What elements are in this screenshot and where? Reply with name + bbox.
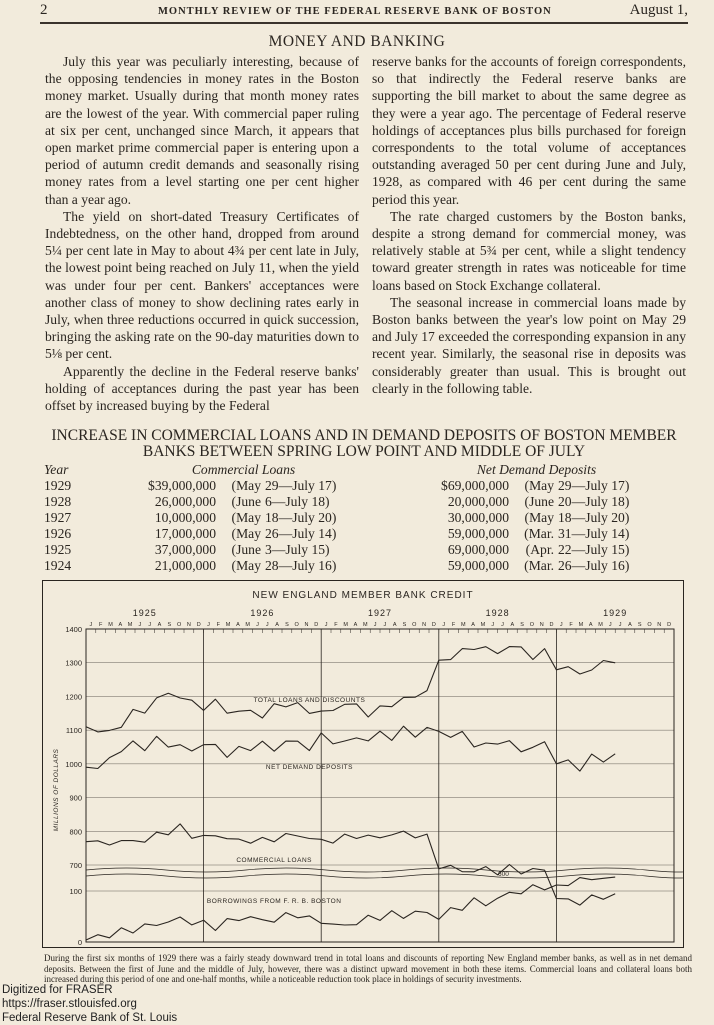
month-label: D bbox=[314, 622, 319, 628]
table-cell: $69,000,000 bbox=[441, 478, 509, 493]
page-number: 2 bbox=[40, 2, 48, 18]
paragraph: The yield on short-dated Treasury Certificates of Indebtedness, on the other hand, dropped from around 5¼ per cent late in May to about 4¾ per cent late in July, the lowest point being reached on July 11, when the yield was under four per cent. Bankers' acceptances were another class of money to show declining rates early in July, when three reductions occurred in quick succession, bringing the asking rate on the 90-day maturities down to 5⅛ per cent. bbox=[45, 208, 359, 362]
table-cell: (Mar. bbox=[524, 526, 554, 541]
month-label: S bbox=[402, 622, 407, 628]
month-label: F bbox=[334, 622, 338, 628]
y-axis-label: MILLIONS OF DOLLARS bbox=[53, 748, 60, 832]
axis-break-line bbox=[86, 868, 684, 872]
y-tick-label: 700 bbox=[69, 861, 82, 870]
table-cell: 1927 bbox=[44, 510, 72, 525]
journal-title: MONTHLY REVIEW OF THE FEDERAL RESERVE BANK OF BOSTON bbox=[158, 6, 552, 17]
month-label: J bbox=[89, 622, 93, 628]
paragraph: reserve banks for the accounts of foreign correspondents, so that indirectly the Federal reserve banks are supporting the bill market to about the same degree as they were a year ago. The percentage of Federal reserve holdings of acceptances plus bills purchased for foreign correspondents to the total volume of acceptances outstanding averaged 50 per cent during June and July, 1928, as compared with 46 per cent during the same period this year. bbox=[372, 54, 686, 207]
y-tick-label: 100 bbox=[69, 887, 82, 896]
paragraph: July this year was peculiarly interesting, because of the opposing tendencies in money rates in the Boston money market. Usually during that month money rates are the lowest of the year. With commercial paper ruling at six per cent, unchanged since March, it appears that open market prime commercial paper is entering upon a period of autumn credit demands and seasonally rising money rates from a level starting one per cent higher than a year ago. bbox=[45, 54, 359, 207]
month-label: J bbox=[324, 622, 328, 628]
table-row bbox=[44, 558, 690, 574]
y-tick-label: 1400 bbox=[65, 625, 82, 634]
table-cell: 28—July 16) bbox=[265, 558, 337, 573]
header-net-demand-deposits: Net Demand Deposits bbox=[476, 462, 597, 477]
year-label: 1928 bbox=[485, 608, 510, 618]
series-line bbox=[86, 824, 615, 905]
month-label: A bbox=[236, 622, 240, 628]
month-label: J bbox=[207, 622, 210, 628]
table-cell: 29—July 17) bbox=[558, 478, 630, 493]
year-label: 1925 bbox=[132, 608, 157, 618]
table-cell: 6—July 18) bbox=[265, 494, 330, 509]
month-label: S bbox=[637, 622, 642, 628]
table-cell: (Mar. bbox=[524, 558, 554, 573]
table-cell: $39,000,000 bbox=[148, 478, 216, 493]
table-cell: 37,000,000 bbox=[154, 542, 216, 557]
y-tick-label: 1300 bbox=[65, 658, 82, 668]
table-cell: 30,000,000 bbox=[447, 510, 509, 525]
header-year: Year bbox=[44, 462, 69, 477]
table-cell: (May bbox=[524, 478, 554, 493]
plot-area bbox=[86, 629, 674, 942]
series-label: TOTAL LOANS AND DISCOUNTS bbox=[253, 696, 366, 704]
paragraph: The rate charged customers by the Boston banks, despite a strong demand for commercial money, was relatively stable at 5¾ per cent, while a slight tendency toward greater strength in rates was noticeable for time loans based on Stock Exchange collateral. bbox=[372, 208, 686, 293]
month-label: A bbox=[353, 622, 358, 628]
month-label: N bbox=[657, 622, 662, 628]
month-label: M bbox=[578, 622, 584, 628]
month-label: D bbox=[431, 622, 436, 628]
month-label: S bbox=[520, 622, 524, 628]
series-label: COMMERCIAL LOANS bbox=[236, 857, 312, 865]
table-cell: (May bbox=[231, 526, 261, 541]
month-label: J bbox=[256, 622, 259, 628]
paragraph: Apparently the decline in the Federal reserve banks' holding of acceptances during the past year has been offset by increased buying by the Federal bbox=[45, 363, 359, 414]
header-rule bbox=[40, 22, 688, 24]
table-body bbox=[44, 478, 690, 574]
table-cell: 10,000,000 bbox=[154, 510, 216, 525]
month-label: J bbox=[618, 622, 622, 628]
table-row bbox=[44, 494, 690, 510]
month-label: F bbox=[99, 622, 103, 628]
month-label: N bbox=[422, 622, 427, 628]
month-label: A bbox=[628, 622, 632, 628]
table-cell: (May bbox=[231, 510, 261, 525]
table-row bbox=[44, 510, 690, 526]
table-cell: 29—July 17) bbox=[265, 478, 337, 493]
month-label: D bbox=[549, 622, 554, 628]
series-line bbox=[86, 647, 615, 732]
month-label: A bbox=[588, 622, 593, 628]
series-line bbox=[86, 877, 615, 940]
month-label: M bbox=[108, 622, 113, 628]
month-label: A bbox=[510, 622, 515, 628]
month-label: A bbox=[392, 622, 397, 628]
right-column bbox=[372, 53, 686, 397]
month-label: F bbox=[569, 622, 573, 628]
month-label: J bbox=[442, 622, 446, 628]
table-cell: (Apr. bbox=[525, 542, 554, 557]
month-label: N bbox=[186, 622, 191, 628]
table-cell: 59,000,000 bbox=[447, 526, 509, 541]
month-label: N bbox=[304, 622, 309, 628]
table-cell: 31—July 14) bbox=[558, 526, 630, 541]
y-tick-label: 0 bbox=[77, 938, 82, 947]
table-title-line: INCREASE IN COMMERCIAL LOANS AND IN DEMAND DEPOSITS OF BOSTON MEMBER bbox=[51, 427, 677, 444]
y-tick-label: 800 bbox=[69, 827, 82, 837]
month-label: A bbox=[157, 622, 162, 628]
table-cell: 18—July 20) bbox=[558, 510, 630, 525]
table-cell: 17,000,000 bbox=[154, 526, 216, 541]
header-commercial-loans: Commercial Loans bbox=[191, 462, 296, 477]
month-label: M bbox=[461, 622, 466, 628]
series-label: NET DEMAND DEPOSITS bbox=[265, 764, 353, 771]
month-label: D bbox=[667, 622, 672, 628]
section-title: MONEY AND BANKING bbox=[268, 33, 446, 50]
table-cell: 26—July 14) bbox=[265, 526, 337, 541]
y-tick-label: 1200 bbox=[65, 692, 82, 702]
month-label: A bbox=[118, 622, 123, 628]
table-cell: (May bbox=[231, 558, 261, 573]
table-cell: 26,000,000 bbox=[154, 494, 216, 509]
month-label: J bbox=[501, 622, 504, 628]
month-label: S bbox=[167, 622, 172, 628]
y-tick-label: 1100 bbox=[65, 726, 82, 736]
month-label: J bbox=[373, 622, 377, 628]
month-label: J bbox=[559, 622, 563, 628]
month-label: O bbox=[647, 622, 652, 628]
table-cell: 22—July 15) bbox=[558, 542, 630, 557]
month-label: M bbox=[598, 622, 603, 628]
annotation-label: 600 bbox=[498, 871, 509, 879]
month-label: J bbox=[491, 622, 495, 628]
table-cell: 26—July 16) bbox=[558, 558, 630, 573]
table-cell: 69,000,000 bbox=[447, 542, 509, 557]
month-label: D bbox=[196, 622, 201, 628]
table-cell: 20—July 18) bbox=[558, 494, 630, 509]
month-label: O bbox=[176, 622, 182, 628]
table-row bbox=[44, 478, 690, 494]
month-label: M bbox=[363, 622, 368, 628]
fraser-line: Federal Reserve Bank of St. Louis bbox=[2, 1012, 178, 1024]
table-cell: 18—July 20) bbox=[265, 510, 337, 525]
member-bank-credit-chart bbox=[42, 580, 684, 948]
table-title bbox=[40, 428, 688, 460]
table-cell: (June bbox=[231, 542, 261, 557]
month-label: F bbox=[451, 622, 456, 628]
month-label: O bbox=[294, 622, 299, 628]
chart-title: NEW ENGLAND MEMBER BANK CREDIT bbox=[252, 590, 474, 601]
month-label: O bbox=[529, 622, 535, 628]
month-label: F bbox=[216, 622, 220, 628]
running-header bbox=[40, 2, 688, 22]
table-cell: 59,000,000 bbox=[447, 558, 509, 573]
month-label: M bbox=[343, 622, 348, 628]
month-label: M bbox=[225, 622, 231, 628]
month-label: J bbox=[138, 622, 142, 628]
table-row bbox=[44, 542, 690, 558]
left-column bbox=[45, 53, 359, 414]
month-label: M bbox=[480, 622, 486, 628]
year-label: 1927 bbox=[367, 608, 393, 618]
table-cell: 3—July 15) bbox=[265, 542, 330, 557]
month-label: J bbox=[148, 622, 152, 628]
month-label: J bbox=[608, 622, 612, 628]
table-cell: 1926 bbox=[44, 526, 72, 541]
table-cell: 21,000,000 bbox=[154, 558, 216, 573]
table-title-line: BANKS BETWEEN SPRING LOW POINT AND MIDDLE OF JULY bbox=[142, 443, 586, 460]
axis-break-line bbox=[86, 874, 684, 878]
table-cell: (May bbox=[524, 510, 554, 525]
month-label: M bbox=[127, 622, 133, 628]
table-cell: 20,000,000 bbox=[447, 494, 509, 509]
month-label: A bbox=[471, 622, 475, 628]
table-header-row bbox=[44, 462, 690, 478]
y-tick-label: 900 bbox=[69, 793, 82, 803]
table-cell: 1924 bbox=[44, 558, 72, 573]
table-cell: 1929 bbox=[44, 478, 72, 493]
y-tick-label: 1000 bbox=[65, 759, 82, 769]
fraser-url: https://fraser.stlouisfed.org bbox=[2, 998, 137, 1010]
month-label: N bbox=[539, 622, 544, 628]
table-cell: (June bbox=[524, 494, 554, 509]
month-label: M bbox=[245, 622, 250, 628]
issue-date: August 1, bbox=[629, 2, 688, 18]
table-cell: 1928 bbox=[44, 494, 72, 509]
month-label: A bbox=[275, 622, 279, 628]
table-cell: 1925 bbox=[44, 542, 72, 557]
chart-caption: During the first six months of 1929 there was a fairly steady downward trend in total loans and discounts of reporting New England member banks, as well as in net demand deposits. Between the first of June and the middle of July, however, there was a distinct upward movement in both these items. Commercial loans and collateral loans both increased during this period of one and one-half months, while a noticeable reduction took place in holdings of security investments. bbox=[44, 953, 692, 984]
month-label: S bbox=[285, 622, 289, 628]
fraser-line: Digitized for FRASER bbox=[2, 984, 113, 996]
year-label: 1926 bbox=[250, 608, 275, 618]
month-label: J bbox=[383, 622, 387, 628]
month-label: O bbox=[412, 622, 417, 628]
series-label: BORROWINGS FROM F. R. B. BOSTON bbox=[206, 898, 342, 906]
fraser-footer bbox=[2, 983, 177, 1025]
paragraph: The seasonal increase in commercial loans made by Boston banks between the year's low point on May 29 and July 17 exceeded the corresponding expansion in any recent year. Similarly, the seasonal rise in deposits was considerably greater than usual. This is brought out clearly in the following table. bbox=[372, 294, 686, 396]
table-cell: (May bbox=[231, 478, 261, 493]
year-label: 1929 bbox=[603, 608, 628, 618]
table-row bbox=[44, 526, 690, 542]
loans-deposits-table bbox=[44, 462, 690, 574]
month-label: J bbox=[265, 622, 269, 628]
table-cell: (June bbox=[231, 494, 261, 509]
